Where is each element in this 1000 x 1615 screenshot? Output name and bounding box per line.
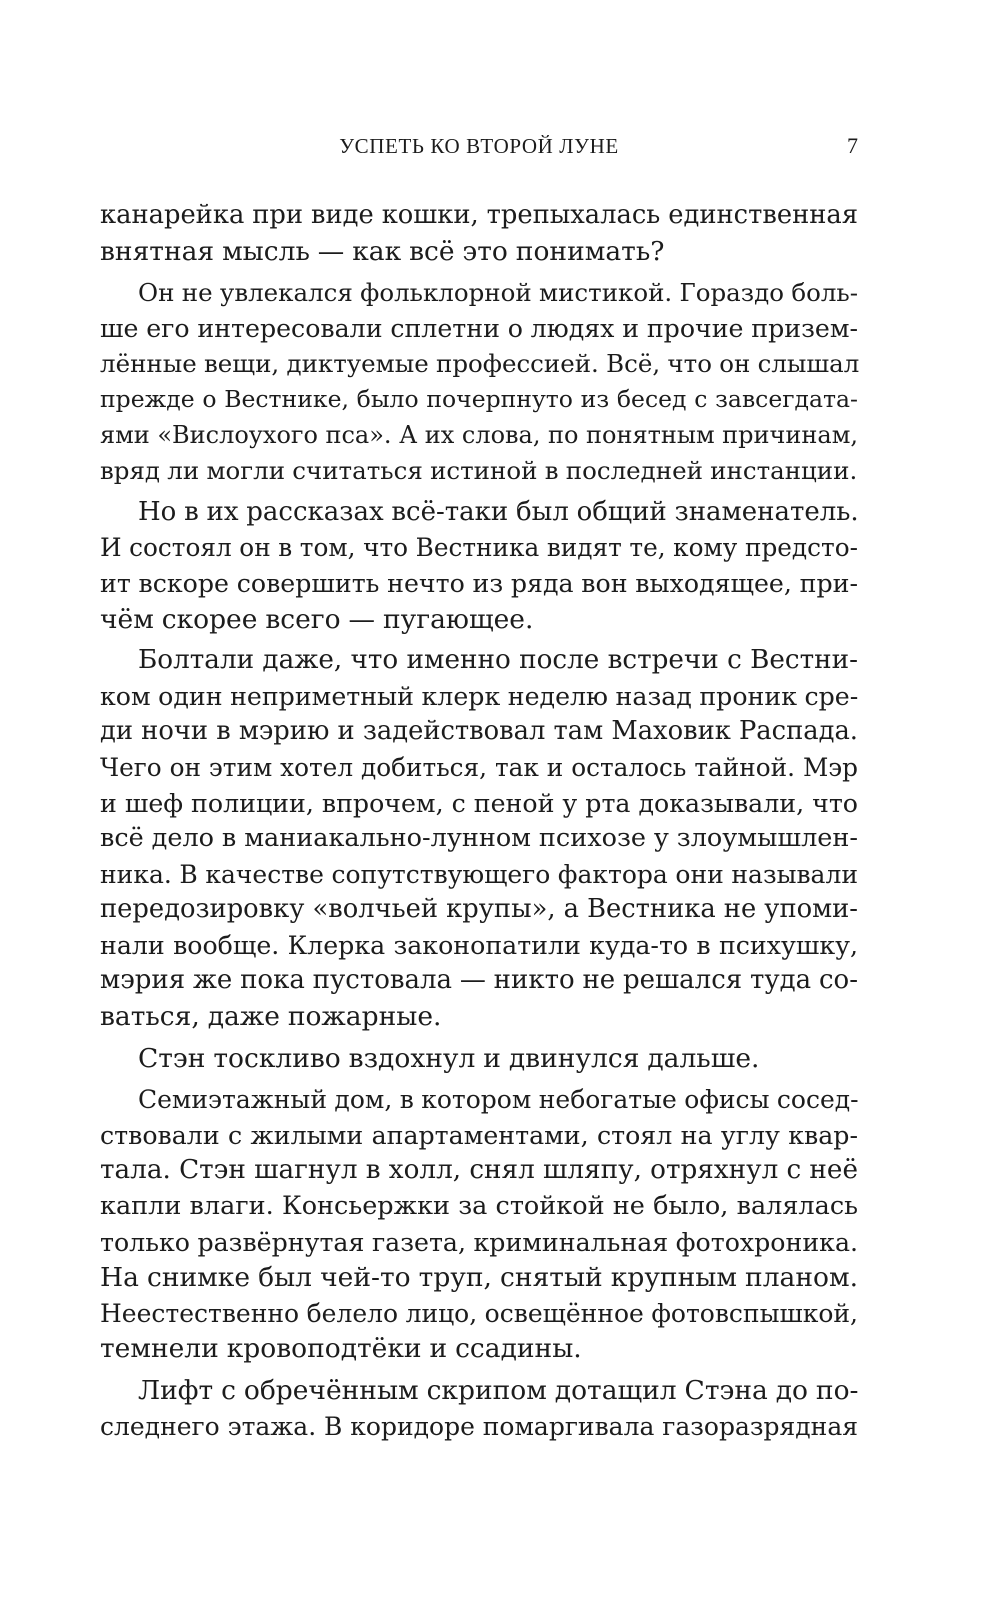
text-line: Но в их рассказах всё-таки был общий знаменатель. [138, 496, 859, 527]
running-title: УСПЕТЬ КО ВТОРОЙ ЛУНЕ [339, 134, 619, 158]
text-line: Стэн тоскливо вздохнул и двинулся дальше. [138, 1042, 760, 1074]
text-line: внятная мысль — как всё это понимать? [100, 235, 665, 267]
paragraph [100, 1082, 858, 1367]
text-line: прежде о Вестнике, было почерпнуто из бесед с завсегдата- [100, 384, 858, 413]
text-line: Чего он этим хотел добиться, так и осталось тайной. Мэр [100, 752, 858, 782]
text-line: На снимке был чей-то труп, снятый крупным планом. [100, 1262, 858, 1294]
paragraph [100, 495, 858, 637]
paragraph [100, 643, 858, 1035]
text-line: темнели кровоподтёки и ссадины. [100, 1333, 582, 1365]
paragraph [100, 1373, 858, 1444]
text-line: следнего этажа. В коридоре помаргивала газоразрядная [100, 1411, 858, 1441]
text-line: всё дело в маниакально-лунном психозе у злоумышлен- [100, 823, 858, 854]
text-line: только развёрнутая газета, криминальная фотохроника. [100, 1227, 859, 1257]
text-line: ит вскоре совершить нечто из ряда вон выходящее, при- [100, 568, 858, 598]
text-line: Болтали даже, что именно после встречи с Вестни- [138, 645, 858, 676]
text-line: канарейка при виде кошки, трепыхалась единственная [100, 200, 858, 230]
text-line: мэрия же пока пустовала — никто не решался туда со- [100, 965, 858, 996]
text-line: ствовали с жилыми апартаментами, стоял на углу квар- [100, 1120, 858, 1150]
paragraph [100, 1041, 858, 1077]
text-line: ком один неприметный клерк неделю назад проник сре- [100, 681, 859, 711]
text-line: ваться, даже пожарные. [100, 1001, 442, 1033]
text-line: ями «Вислоухого пса». А их слова, по понятным причинам, [100, 420, 858, 449]
text-line: ше его интересовали сплетни о людях и прочие призем- [100, 313, 858, 343]
page-number: 7 [847, 133, 858, 158]
paragraph [100, 198, 858, 269]
text-line: и шеф полиции, впрочем, с пеной у рта доказывали, что [100, 788, 858, 818]
text-line: Лифт с обречённым скрипом дотащил Стэна до по- [138, 1375, 859, 1406]
text-line: Семиэтажный дом, в котором небогатые офисы сосед- [138, 1085, 859, 1115]
text-line: чём скорее всего — пугающее. [100, 603, 534, 635]
paragraph [100, 275, 858, 489]
text-line: вряд ли могли считаться истиной в последней инстанции. [100, 456, 858, 486]
text-line: Неестественно белело лицо, освещённое фотовспышкой, [100, 1298, 858, 1328]
text-line: передозировку «волчьей крупы», а Вестника не упоми- [100, 894, 858, 925]
running-head [100, 132, 858, 160]
body-text [100, 198, 858, 1444]
text-line: нали вообще. Клерка законопатили куда-то в психушку, [100, 930, 858, 960]
text-line: Он не увлекался фольклорной мистикой. Гораздо боль- [138, 278, 858, 308]
text-line: ника. В качестве сопутствующего фактора они называли [100, 859, 858, 889]
text-line: капли влаги. Консьержки за стойкой не было, валялась [100, 1191, 858, 1222]
text-line: ди ночи в мэрию и задействовал там Маховик Распада. [100, 716, 858, 747]
text-line: лённые вещи, диктуемые профессией. Всё, что он слышал [100, 349, 860, 379]
text-line: тала. Стэн шагнул в холл, снял шляпу, отряхнул с неё [100, 1155, 858, 1186]
text-line: И состоял он в том, что Вестника видят те, кому предсто- [100, 533, 858, 563]
